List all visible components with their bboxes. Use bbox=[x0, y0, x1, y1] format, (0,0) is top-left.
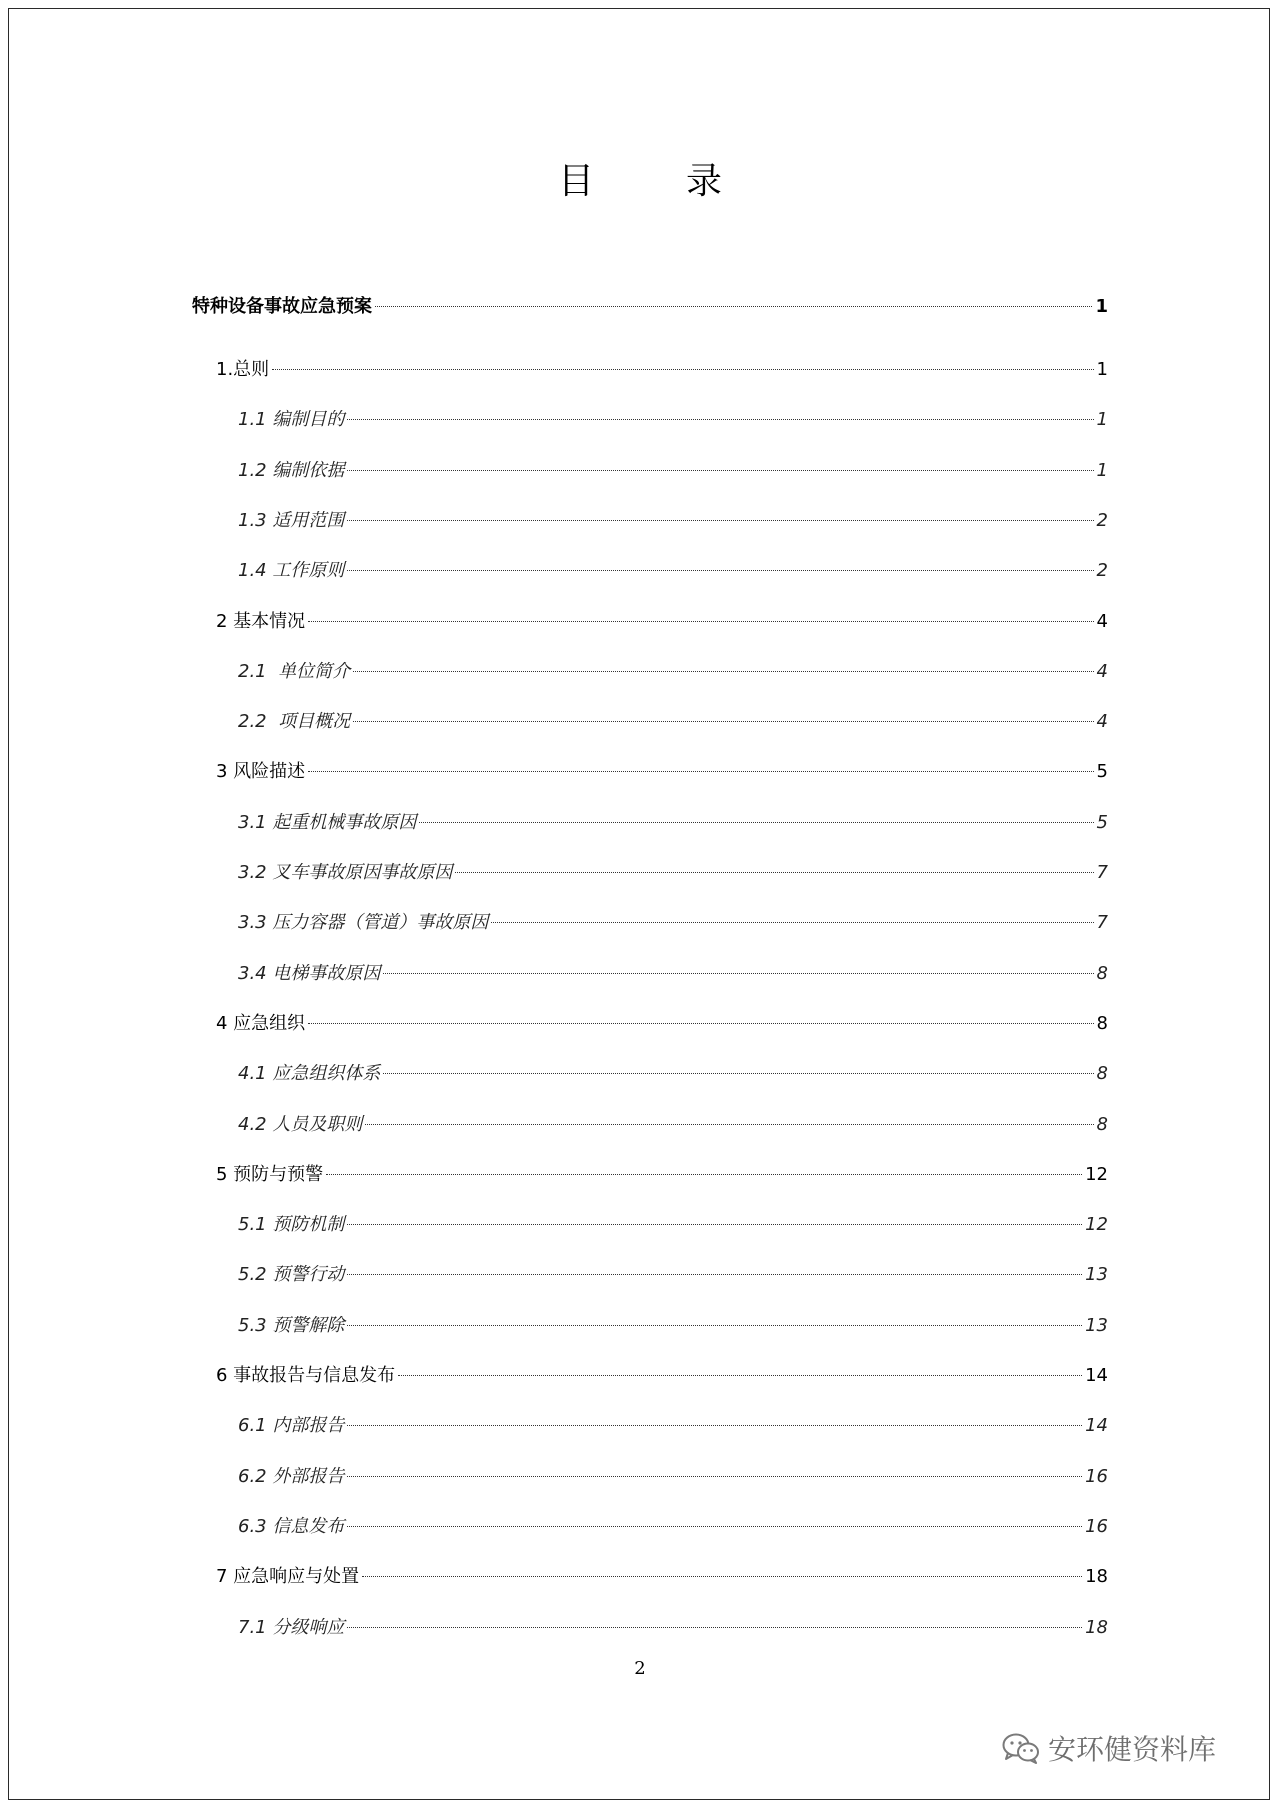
toc-dot-leader bbox=[347, 1325, 1082, 1326]
toc-entry-page: 16 bbox=[1085, 1515, 1108, 1537]
toc-entry-label: 7 应急响应与处置 bbox=[216, 1566, 360, 1588]
toc-entry-page: 12 bbox=[1085, 1163, 1108, 1185]
toc-entry-page: 13 bbox=[1085, 1264, 1108, 1286]
toc-entry-page: 14 bbox=[1085, 1415, 1108, 1437]
toc-dot-leader bbox=[308, 771, 1093, 772]
toc-dot-leader bbox=[491, 922, 1093, 923]
toc-entry[interactable] bbox=[238, 1061, 1108, 1087]
toc-entry[interactable] bbox=[216, 609, 1108, 635]
toc-dot-leader bbox=[419, 822, 1093, 823]
toc-entry[interactable] bbox=[238, 1313, 1108, 1339]
toc-dot-leader bbox=[347, 1627, 1082, 1628]
toc-entry-label: 5.1 预防机制 bbox=[238, 1214, 345, 1236]
toc-dot-leader bbox=[347, 1425, 1082, 1426]
toc-dot-leader bbox=[347, 470, 1093, 471]
toc-entry-page: 2 bbox=[1096, 509, 1108, 531]
toc-entry-label: 3 风险描述 bbox=[216, 761, 306, 783]
toc-entry-page: 8 bbox=[1096, 962, 1108, 984]
toc-entry-label: 1.3 适用范围 bbox=[238, 509, 345, 531]
toc-dot-leader bbox=[347, 1476, 1082, 1477]
toc-entry-page: 14 bbox=[1085, 1365, 1108, 1386]
toc-entry-label: 1.2 编制依据 bbox=[238, 459, 345, 481]
watermark-text: 安环健资料库 bbox=[1048, 1733, 1217, 1766]
toc-entry-page: 18 bbox=[1085, 1616, 1108, 1638]
toc-entry-page: 5 bbox=[1096, 761, 1108, 783]
toc-entry-label: 6.2 外部报告 bbox=[238, 1465, 345, 1487]
toc-entry-page: 8 bbox=[1096, 1113, 1108, 1135]
toc-entry-page: 7 bbox=[1096, 912, 1108, 934]
page-number: 2 bbox=[634, 1658, 646, 1679]
toc-entry-label: 3.2 叉车事故原因事故原因 bbox=[238, 862, 453, 883]
toc-entry-label: 3.1 起重机械事故原因 bbox=[238, 811, 417, 833]
toc-entry[interactable] bbox=[216, 1162, 1108, 1188]
toc-dot-leader bbox=[353, 721, 1093, 722]
wechat-icon bbox=[1002, 1732, 1040, 1764]
toc-dot-leader bbox=[383, 1073, 1093, 1074]
toc-entry-label: 3.4 电梯事故原因 bbox=[238, 962, 381, 984]
toc-dot-leader bbox=[308, 621, 1093, 622]
toc-entry-page: 18 bbox=[1085, 1566, 1108, 1588]
toc-entry-page: 4 bbox=[1096, 711, 1108, 733]
page-title: 目 录 bbox=[557, 161, 750, 202]
toc-entry-label: 3.3 压力容器（管道）事故原因 bbox=[238, 912, 489, 934]
toc-entry[interactable] bbox=[238, 1413, 1108, 1439]
toc-dot-leader bbox=[455, 872, 1093, 873]
toc-entry[interactable] bbox=[238, 1262, 1108, 1288]
toc-entry-label: 7.1 分级响应 bbox=[238, 1616, 345, 1638]
toc-entry[interactable] bbox=[216, 357, 1108, 383]
toc-entry[interactable] bbox=[192, 294, 1108, 320]
toc-entry-page: 1 bbox=[1096, 409, 1108, 431]
toc-entry-page: 7 bbox=[1096, 862, 1108, 883]
toc-entry[interactable] bbox=[238, 1615, 1108, 1641]
toc-entry[interactable] bbox=[238, 659, 1108, 685]
toc-dot-leader bbox=[353, 671, 1093, 672]
toc-entry[interactable] bbox=[216, 1363, 1108, 1389]
toc-entry[interactable] bbox=[238, 961, 1108, 987]
toc-dot-leader bbox=[375, 306, 1092, 307]
toc-entry[interactable] bbox=[216, 759, 1108, 785]
toc-dot-leader bbox=[398, 1375, 1082, 1376]
toc-entry[interactable] bbox=[238, 1112, 1108, 1138]
toc-dot-leader bbox=[326, 1174, 1082, 1175]
toc-dot-leader bbox=[347, 570, 1093, 571]
toc-entry[interactable] bbox=[238, 810, 1108, 836]
toc-dot-leader bbox=[272, 369, 1093, 370]
toc-entry[interactable] bbox=[238, 1212, 1108, 1238]
toc-entry[interactable] bbox=[238, 508, 1108, 534]
toc-dot-leader bbox=[347, 1224, 1082, 1225]
toc-entry-page: 1 bbox=[1096, 459, 1108, 481]
toc-entry-page: 1 bbox=[1096, 359, 1108, 380]
toc-entry[interactable] bbox=[238, 709, 1108, 735]
toc-entry-page: 8 bbox=[1096, 1012, 1108, 1034]
toc-entry-label: 1.4 工作原则 bbox=[238, 560, 345, 582]
toc-entry-label: 2.1 单位简介 bbox=[238, 660, 351, 682]
toc-entry-page: 1 bbox=[1095, 296, 1108, 317]
toc-entry-label: 1.1 编制目的 bbox=[238, 409, 345, 431]
toc-entry-label: 4.1 应急组织体系 bbox=[238, 1063, 381, 1085]
toc-dot-leader bbox=[347, 1526, 1082, 1527]
toc-entry[interactable] bbox=[238, 910, 1108, 936]
toc-dot-leader bbox=[383, 973, 1093, 974]
toc-entry[interactable] bbox=[238, 860, 1108, 886]
toc-entry[interactable] bbox=[238, 1464, 1108, 1490]
toc-entry-page: 2 bbox=[1096, 560, 1108, 582]
toc-entry-label: 6.1 内部报告 bbox=[238, 1415, 345, 1437]
toc-entry-label: 4.2 人员及职则 bbox=[238, 1113, 363, 1135]
toc-entry-label: 特种设备事故应急预案 bbox=[192, 296, 372, 317]
toc-dot-leader bbox=[347, 520, 1093, 521]
toc-entry[interactable] bbox=[238, 558, 1108, 584]
toc-entry-page: 8 bbox=[1096, 1063, 1108, 1085]
toc-entry-page: 4 bbox=[1096, 660, 1108, 682]
toc-entry-page: 13 bbox=[1085, 1314, 1108, 1336]
toc-entry-page: 4 bbox=[1096, 610, 1108, 632]
toc-entry-label: 6 事故报告与信息发布 bbox=[216, 1365, 396, 1386]
toc-dot-leader bbox=[308, 1023, 1093, 1024]
toc-entry-label: 5.2 预警行动 bbox=[238, 1264, 345, 1286]
toc-entry[interactable] bbox=[238, 458, 1108, 484]
toc-dot-leader bbox=[362, 1576, 1082, 1577]
toc-entry[interactable] bbox=[216, 1011, 1108, 1037]
toc-entry-label: 5.3 预警解除 bbox=[238, 1314, 345, 1336]
toc-entry-label: 2.2 项目概况 bbox=[238, 711, 351, 733]
toc-dot-leader bbox=[347, 419, 1093, 420]
toc-entry-label: 5 预防与预警 bbox=[216, 1163, 324, 1185]
toc-entry-label: 4 应急组织 bbox=[216, 1012, 306, 1034]
toc-entry-page: 5 bbox=[1096, 811, 1108, 833]
toc-entry-label: 1.总则 bbox=[216, 359, 270, 380]
toc-dot-leader bbox=[365, 1124, 1093, 1125]
toc-entry-label: 2 基本情况 bbox=[216, 610, 306, 632]
toc-entry-page: 16 bbox=[1085, 1465, 1108, 1487]
toc-entry[interactable] bbox=[216, 1564, 1108, 1590]
toc-entry-page: 12 bbox=[1085, 1214, 1108, 1236]
watermark bbox=[1002, 1728, 1216, 1768]
toc-entry[interactable] bbox=[238, 407, 1108, 433]
toc-entry-label: 6.3 信息发布 bbox=[238, 1515, 345, 1537]
toc-entry[interactable] bbox=[238, 1514, 1108, 1540]
toc-dot-leader bbox=[347, 1274, 1082, 1275]
